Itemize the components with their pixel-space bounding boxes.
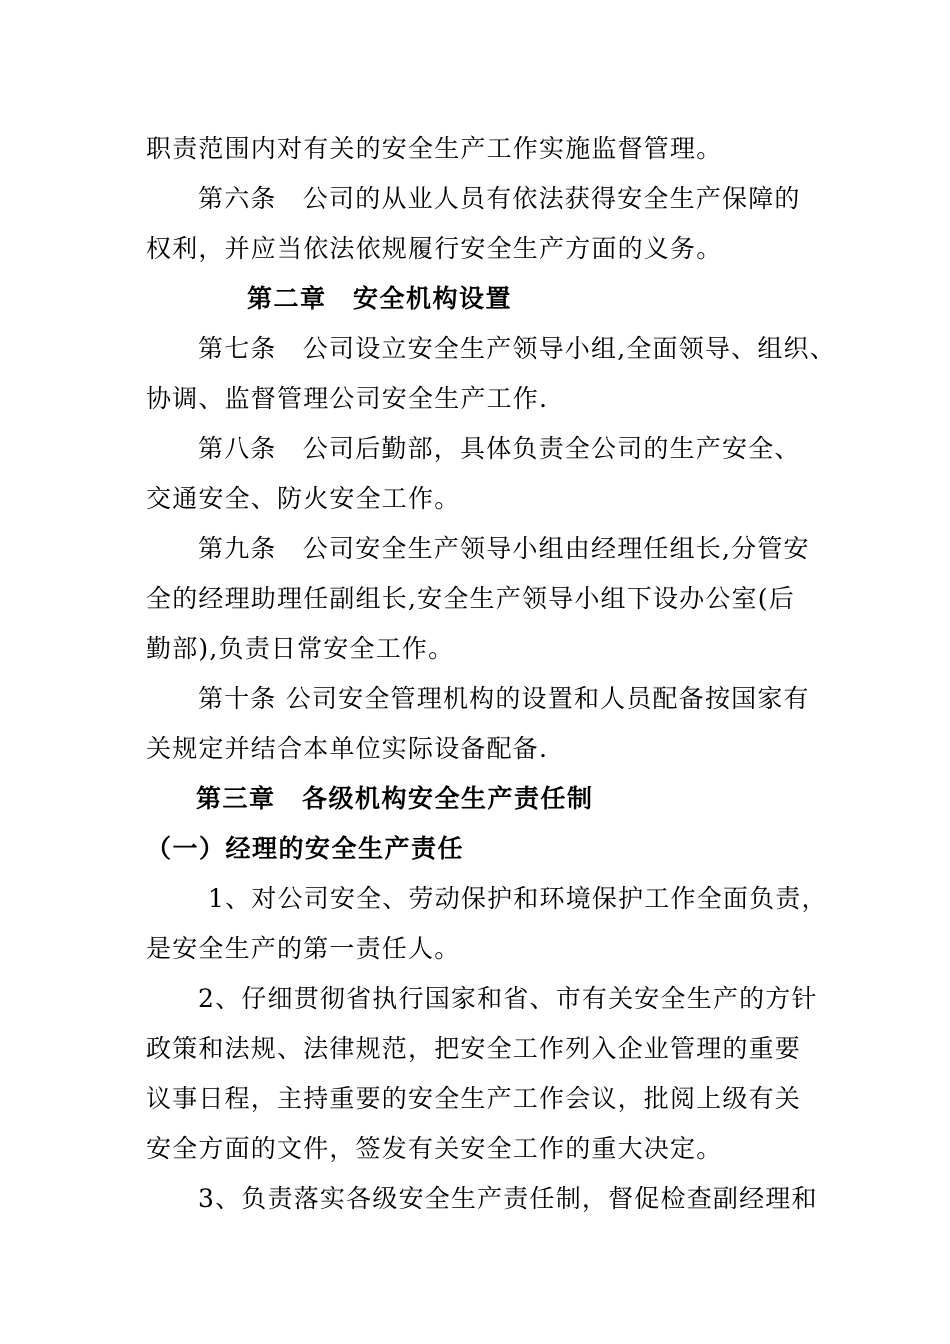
text-line: 权利，并应当依法依规履行安全生产方面的义务。 bbox=[146, 234, 723, 263]
chapter-3-heading: 第三章 各级机构安全生产责任制 bbox=[196, 784, 594, 813]
text-line: 交通安全、防火安全工作。 bbox=[146, 484, 461, 513]
item-3-line: 3、负责落实各级安全生产责任制，督促检查副经理和 bbox=[198, 1184, 818, 1213]
text-line: 勤部),负责日常安全工作。 bbox=[146, 634, 455, 663]
article-7-line: 第七条 公司设立安全生产领导小组,全面领导、组织、 bbox=[198, 334, 836, 363]
chapter-2-heading: 第二章 安全机构设置 bbox=[247, 284, 513, 313]
text-line: 议事日程，主持重要的安全生产工作会议，批阅上级有关 bbox=[146, 1084, 802, 1113]
article-9-line: 第九条 公司安全生产领导小组由经理任组长,分管安 bbox=[198, 534, 810, 563]
text-line: 是安全生产的第一责任人。 bbox=[146, 934, 461, 963]
text-line: 协调、监督管理公司安全生产工作. bbox=[146, 384, 549, 413]
text-line: 职责范围内对有关的安全生产工作实施监督管理。 bbox=[146, 134, 723, 163]
article-6-line: 第六条 公司的从业人员有依法获得安全生产保障的 bbox=[198, 184, 801, 213]
item-1-line: 1、对公司安全、劳动保护和环境保护工作全面负责， bbox=[208, 884, 828, 913]
text-line: 安全方面的文件，签发有关安全工作的重大决定。 bbox=[146, 1134, 723, 1163]
text-line: 政策和法规、法律规范，把安全工作列入企业管理的重要 bbox=[146, 1034, 802, 1063]
item-2-line: 2、仔细贯彻省执行国家和省、市有关安全生产的方针 bbox=[198, 984, 818, 1013]
section-heading: （一）经理的安全生产责任 bbox=[146, 834, 465, 863]
text-line: 全的经理助理任副组长,安全生产领导小组下设办公室(后 bbox=[146, 584, 795, 613]
article-8-line: 第八条 公司后勤部，具体负责全公司的生产安全、 bbox=[198, 434, 801, 463]
text-line: 关规定并结合本单位实际设备配备. bbox=[146, 734, 549, 763]
article-10-line: 第十条 公司安全管理机构的设置和人员配备按国家有 bbox=[198, 684, 810, 713]
